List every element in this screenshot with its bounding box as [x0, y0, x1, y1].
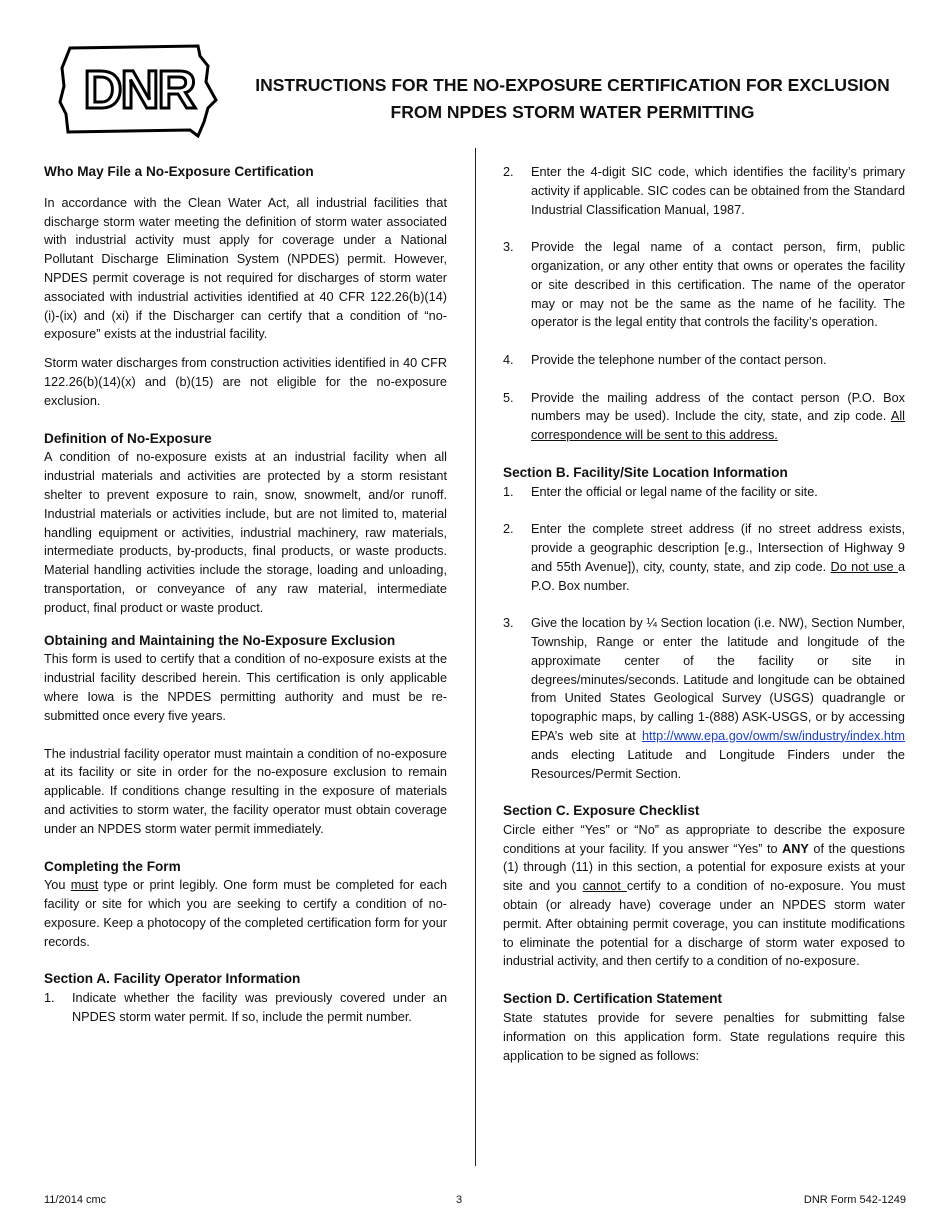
- list-text: [531, 614, 905, 783]
- list-item: [503, 614, 905, 783]
- text-run: Definition of No-Exposure: [44, 430, 212, 446]
- text-run: Section A. Facility Operator Information: [44, 971, 301, 987]
- document-title: [240, 72, 905, 126]
- section-heading: [44, 163, 447, 182]
- list-item: [44, 989, 447, 1027]
- column-divider: [475, 148, 476, 1166]
- list-item: [503, 483, 905, 502]
- list-number: 3.: [503, 240, 514, 255]
- paragraph: [503, 821, 905, 971]
- emphasis-text: must: [70, 878, 99, 893]
- text-run: Enter the 4-digit SIC code, which identifies the facility’s primary activity if applicable. SIC codes can be obtained from the Standard Industrial Classification Manual, 1987.: [531, 165, 905, 217]
- list-number: 1.: [44, 991, 55, 1006]
- section-heading: [503, 802, 905, 821]
- list-text: [531, 351, 905, 370]
- text-run: Provide the mailing address of the contact person (P.O. Box numbers may be used). Include the city, state, and zip code.: [531, 390, 905, 424]
- text-run: Completing the Form: [44, 858, 181, 874]
- section-heading: [44, 430, 447, 449]
- text-run: a P.O. Box number.: [531, 559, 905, 593]
- text-run: Section D. Certification Statement: [503, 991, 723, 1007]
- text-run: You: [44, 878, 71, 893]
- list-text: [72, 989, 447, 1027]
- text-run: A condition of no-exposure exists at an industrial facility when all industrial materials and activities are protected by a storm resistant shelter to prevent exposure to rain, snow, snowmelt, and/or runoff. Industrial materials or activities include, but are not limited to, material handling equipment or activities, industrial machinery, raw materials, intermediate products, by-products, final products, or waste products. Material handling activities include the storage, loading and unloading, transportation, or conveyance of any raw material, intermediate product, final product or waste product.: [44, 450, 447, 615]
- text-run: Obtaining and Maintaining the No-Exposure Exclusion: [44, 632, 396, 648]
- page-number: 3: [456, 1194, 463, 1206]
- text-run: The industrial facility operator must maintain a condition of no-exposure at its facility or site in order for the no-exposure exclusion to remain applicable. If conditions change resulting in the exposure of materials and activities to storm water, the facility operator must obtain coverage under an NPDES storm water permit immediately.: [44, 746, 447, 836]
- paragraph: [503, 1009, 905, 1065]
- paragraph: [44, 650, 447, 725]
- emphasis-text: All correspondence will be sent to this address.: [531, 409, 905, 443]
- text-run: type or print legibly. One form must be completed for each facility or site for which you are seeking to certify a condition of no-exposure. Keep a photocopy of the completed certification form for your records.: [44, 878, 448, 949]
- text-run: Indicate whether the facility was previously covered under an NPDES storm water permit. If so, include the permit number.: [72, 991, 447, 1025]
- text-run: Section B. Facility/Site Location Information: [503, 464, 788, 480]
- list-number: 3.: [503, 616, 514, 631]
- emphasis-text: ANY: [782, 841, 809, 856]
- paragraph: [44, 745, 447, 839]
- list-item: [503, 238, 905, 332]
- text-run: State statutes provide for severe penalties for submitting false information on this application form. State regulations require this application to be signed as follows:: [503, 1011, 905, 1063]
- paragraph: [44, 354, 447, 410]
- title-line-2: FROM NPDES STORM WATER PERMITTING: [390, 102, 755, 122]
- text-run: In accordance with the Clean Water Act, all industrial facilities that discharge storm water meeting the definition of storm water associated with industrial activity must apply for coverage under a National Pollutant Discharge Elimination System (NPDES) permit. However, NPDES permit coverage is not required for discharges of storm water associated with industrial activities identified at 40 CFR 122.26(b)(14)(i)-(ix) and (xi) if the Discharger can certify that a condition of “no-exposure” exists at the industrial facility.: [44, 195, 447, 342]
- dnr-logo: [58, 42, 220, 138]
- text-run: Enter the complete street address (if no street address exists, provide a geographic description [e.g., Intersection of Highway 9 and 55th Avenue]), city, county, state, and zip code.: [531, 522, 905, 574]
- list-item: [503, 163, 905, 219]
- footer-date: 11/2014 cmc: [44, 1194, 107, 1206]
- text-run: Enter the official or legal name of the facility or site.: [531, 484, 818, 499]
- list-number: 2.: [503, 522, 514, 537]
- text-run: Circle either “Yes” or “No” as appropriate to describe the exposure conditions at your facility. If you answer “Yes” to: [503, 822, 905, 856]
- list-text: [531, 238, 905, 332]
- text-run: Provide the telephone number of the contact person.: [531, 352, 827, 367]
- epa-link[interactable]: http://www.epa.gov/owm/sw/industry/index.htm: [641, 728, 905, 743]
- emphasis-text: cannot: [582, 879, 627, 894]
- text-run: of the questions (1) through (11) in this section, a potential for exposure exists at your site and you: [503, 841, 905, 894]
- text-run: This form is used to certify that a condition of no-exposure exists at the industrial facility described herein. This certification is only applicable where Iowa is the NPDES permitting authority and must be re-submitted once every five years.: [44, 652, 447, 723]
- text-run: Who May File a No-Exposure Certification: [44, 164, 314, 179]
- emphasis-text: Do not use: [830, 559, 898, 574]
- section-heading: [44, 970, 447, 989]
- left-column: [44, 163, 447, 1046]
- list-number: 5.: [503, 390, 514, 405]
- list-text: [531, 163, 905, 219]
- right-column: [503, 163, 905, 1075]
- list-text: [531, 520, 905, 595]
- section-heading: [503, 464, 905, 483]
- text-run: Storm water discharges from construction activities identified in 40 CFR 122.26(b)(14)(x) and (b)(15) are not eligible for the no-exposure exclusion.: [44, 356, 447, 408]
- section-heading: [44, 858, 447, 877]
- paragraph: [44, 194, 447, 344]
- text-run: Section C. Exposure Checklist: [503, 803, 700, 819]
- svg-text:DNR: DNR: [83, 60, 195, 120]
- list-item: [503, 389, 905, 445]
- list-number: 4.: [503, 352, 514, 367]
- text-run: certify to a condition of no-exposure. You must obtain (or already have) coverage under an NPDES storm water permit. After obtaining permit coverage, you can institute modifications to eliminate the potential for a discharge of storm water exposed to industrial activity, and then certify to a condition of no-exposure.: [503, 879, 906, 969]
- list-text: [531, 389, 905, 445]
- list-item: [503, 351, 905, 370]
- section-heading: [503, 990, 905, 1009]
- title-line-1: INSTRUCTIONS FOR THE NO-EXPOSURE CERTIFICATION FOR EXCLUSION: [255, 75, 890, 95]
- section-heading: [44, 632, 447, 651]
- list-text: [531, 483, 905, 502]
- text-run: Provide the legal name of a contact person, firm, public organization, or any other entity that owns or operates the facility or site described in this certification. The name of the operator may or may not be the same as the name of he facility. The operator is the legal entity that controls the facility’s operation.: [531, 240, 905, 330]
- list-item: [503, 520, 905, 595]
- list-number: 1.: [503, 484, 514, 499]
- text-run: Give the location by ¼ Section location (i.e. NW), Section Number, Township, Range or enter the latitude and longitude of the approximate center of the facility or site in degrees/minutes/seconds. Latitude and longitude can be obtained from United States Geological Survey (USGS) quadrangle or topographic maps, by calling 1-(888) ASK-USGS, or by accessing EPA’s web site at: [531, 616, 905, 743]
- paragraph: [44, 876, 447, 951]
- list-number: 2.: [503, 165, 514, 179]
- paragraph: [44, 448, 447, 617]
- text-run: ands electing Latitude and Longitude Finders under the Resources/Permit Section.: [531, 747, 905, 781]
- form-number: DNR Form 542-1249: [803, 1194, 906, 1206]
